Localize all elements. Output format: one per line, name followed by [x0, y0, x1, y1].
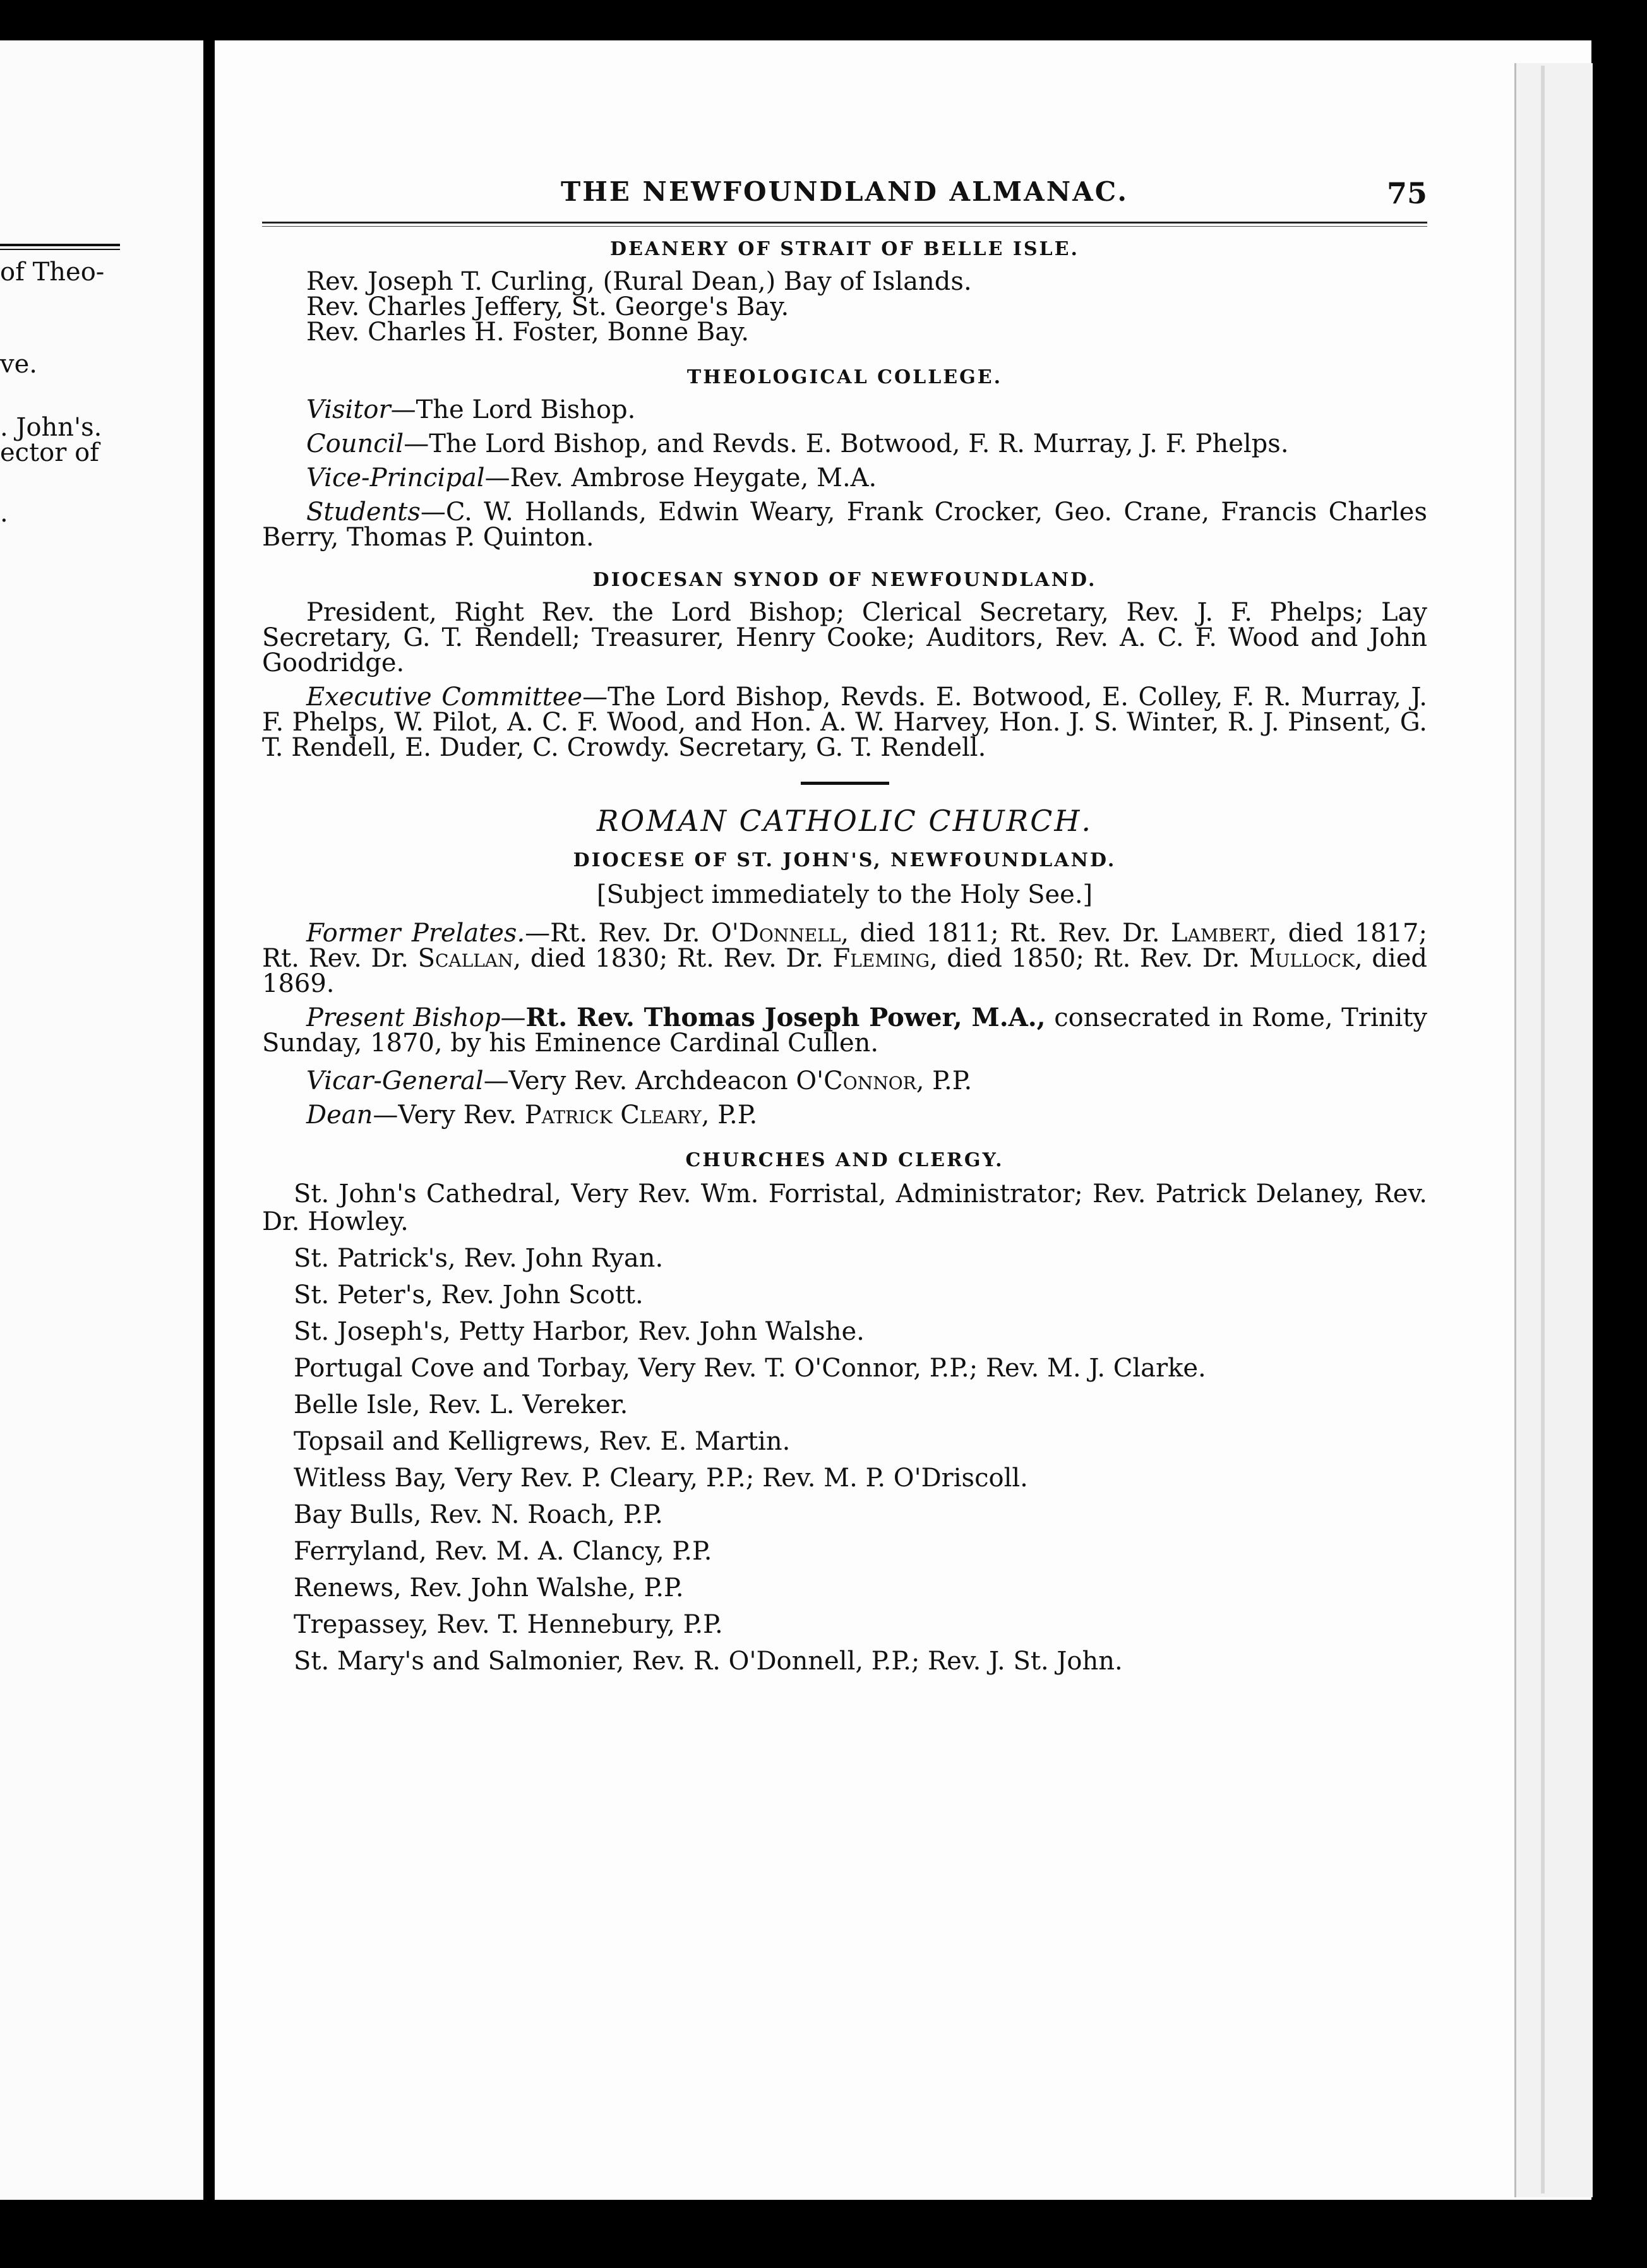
dean-text: —Very Rev.: [373, 1101, 525, 1130]
college-students: [262, 499, 1427, 550]
vice-principal-text: —Rev. Ambrose Heygate, M.A.: [484, 463, 877, 492]
present-bishop-text: consecrated in Rome, Trinity Sunday, 1870, by his Eminence Cardinal Cullen.: [262, 1003, 1427, 1058]
vice-principal-label: Vice-Principal: [306, 463, 485, 492]
deanery-line: Rev. Charles H. Foster, Bonne Bay.: [306, 318, 750, 347]
almanac-page: [215, 40, 1591, 2200]
dean-label: Dean: [306, 1101, 373, 1130]
prelate-name: Lambert: [1170, 919, 1269, 948]
prelate-name: Mullock: [1249, 944, 1355, 973]
deanery-heading: DEANERY OF STRAIT OF BELLE ISLE.: [610, 238, 1079, 260]
church-entry: Belle Isle, Rev. L. Vereker.: [294, 1390, 628, 1419]
present-bishop: [262, 1005, 1427, 1056]
vicar-general: [262, 1068, 1427, 1094]
diocese-heading: DIOCESE OF ST. JOHN'S, NEWFOUNDLAND.: [573, 849, 1117, 871]
college-visitor: [262, 397, 1427, 422]
dean-suffix: , P.P.: [701, 1101, 758, 1130]
church-entry: St. Mary's and Salmonier, Rev. R. O'Donnell, P.P.; Rev. J. St. John.: [294, 1647, 1123, 1676]
deanery-line: Rev. Charles Jeffery, St. George's Bay.: [306, 292, 789, 321]
vicar-general-text: —Very Rev. Archdeacon: [483, 1066, 796, 1095]
dean: [262, 1102, 1427, 1128]
head-rule: [262, 222, 1427, 227]
executive-label: Executive Committee: [306, 683, 583, 712]
prelates-text: , died 1811; Rt. Rev. Dr.: [841, 919, 1171, 948]
church-entry: Witless Bay, Very Rev. P. Cleary, P.P.; Rev. M. P. O'Driscoll.: [294, 1464, 1028, 1493]
left-fragment-2: ve.: [0, 350, 37, 379]
deanery-line: Rev. Joseph T. Curling, (Rural Dean,) Bay of Islands.: [306, 267, 972, 296]
prelates-text: , died 1817; Rt. Rev. Dr.: [262, 919, 1427, 973]
page-edge: [1514, 63, 1593, 2197]
dean-name: Patrick Cleary: [524, 1101, 702, 1130]
executive-text: —The Lord Bishop, Revds. E. Botwood, E. Colley, F. R. Murray, J. F. Phelps, W. Pilot, A. C. F. Wood, and Hon. A. W. Harvey, Hon. J. S. Winter, R. J. Pinsent, G. T. Rendell, E. Duder, C. Crowdy. Secretary, G. T. Rendell.: [262, 683, 1428, 762]
students-label: Students: [306, 498, 421, 527]
church-entry: Renews, Rev. John Walshe, P.P.: [294, 1573, 684, 1603]
page-title: THE NEWFOUNDLAND ALMANAC.: [560, 176, 1129, 207]
college-council: [262, 431, 1427, 457]
council-label: Council: [306, 429, 404, 458]
page-edge-line: [1541, 66, 1545, 2193]
church-entry: Bay Bulls, Rev. N. Roach, P.P.: [294, 1500, 663, 1529]
church-entry: Ferryland, Rev. M. A. Clancy, P.P.: [294, 1537, 712, 1566]
visitor-label: Visitor: [306, 395, 391, 424]
churches-heading: CHURCHES AND CLERGY.: [685, 1149, 1004, 1171]
church-entry: St. Joseph's, Petty Harbor, Rev. John Walshe.: [294, 1317, 865, 1346]
prelates-text: , died 1869.: [262, 944, 1427, 998]
left-fragment-5: .: [0, 499, 8, 528]
students-text: —C. W. Hollands, Edwin Weary, Frank Crocker, Geo. Crane, Francis Charles Berry, Thomas P. Quinton.: [262, 498, 1427, 552]
vicar-general-label: Vicar-General: [306, 1066, 484, 1095]
page-number: 75: [1386, 176, 1427, 210]
left-fragment-4: ector of: [0, 438, 99, 467]
roman-catholic-title: ROMAN CATHOLIC CHURCH.: [596, 804, 1093, 838]
section-divider: [801, 782, 889, 785]
vicar-general-suffix: , P.P.: [916, 1066, 973, 1095]
prelates-text: , died 1830; Rt. Rev. Dr.: [513, 944, 833, 973]
synod-heading: DIOCESAN SYNOD OF NEWFOUNDLAND.: [592, 569, 1097, 591]
college-vice-principal: [262, 465, 1427, 491]
prelate-name: Fleming: [832, 944, 930, 973]
church-entry: St. Patrick's, Rev. John Ryan.: [294, 1244, 664, 1273]
prelate-name: Scallan: [417, 944, 513, 973]
church-entry: Trepassey, Rev. T. Hennebury, P.P.: [294, 1610, 723, 1639]
left-fragment-1: of Theo-: [0, 258, 105, 287]
holy-see-note: [Subject immediately to the Holy See.]: [596, 880, 1093, 909]
prelates-text: , died 1850; Rt. Rev. Dr.: [929, 944, 1249, 973]
present-bishop-name: Rt. Rev. Thomas Joseph Power, M.A.,: [525, 1003, 1046, 1032]
present-bishop-dash: —: [500, 1003, 526, 1032]
running-head: [262, 176, 1427, 222]
left-facing-page: [0, 40, 203, 2200]
vicar-general-name: O'Connor: [796, 1066, 916, 1095]
synod-officers: President, Right Rev. the Lord Bishop; Clerical Secretary, Rev. J. F. Phelps; Lay Secretary, G. T. Rendell; Treasurer, Henry Cooke; Auditors, Rev. A. C. F. Wood and John Goodridge.: [262, 598, 1427, 677]
former-prelates: [262, 921, 1427, 996]
church-entry: Topsail and Kelligrews, Rev. E. Martin.: [294, 1427, 791, 1456]
left-page-rule: [0, 244, 120, 250]
synod-executive: [262, 684, 1427, 760]
prelates-text: —Rt. Rev. Dr.: [525, 919, 711, 948]
church-entry: St. John's Cathedral, Very Rev. Wm. Forristal, Administrator; Rev. Patrick Delaney, Rev. Dr. Howley.: [262, 1179, 1427, 1236]
page-content: [262, 176, 1427, 1684]
church-entry: St. Peter's, Rev. John Scott.: [294, 1280, 644, 1310]
council-text: —The Lord Bishop, and Revds. E. Botwood, F. R. Murray, J. F. Phelps.: [404, 429, 1289, 458]
college-heading: THEOLOGICAL COLLEGE.: [686, 366, 1003, 388]
left-fragment-3: . John's.: [0, 413, 102, 442]
churches-list: [262, 1180, 1427, 1675]
visitor-text: —The Lord Bishop.: [390, 395, 636, 424]
former-prelates-label: Former Prelates.: [306, 919, 525, 948]
present-bishop-label: Present Bishop: [306, 1003, 501, 1032]
prelate-name: O'Donnell: [710, 919, 841, 948]
church-entry: Portugal Cove and Torbay, Very Rev. T. O'Connor, P.P.; Rev. M. J. Clarke.: [294, 1354, 1206, 1383]
